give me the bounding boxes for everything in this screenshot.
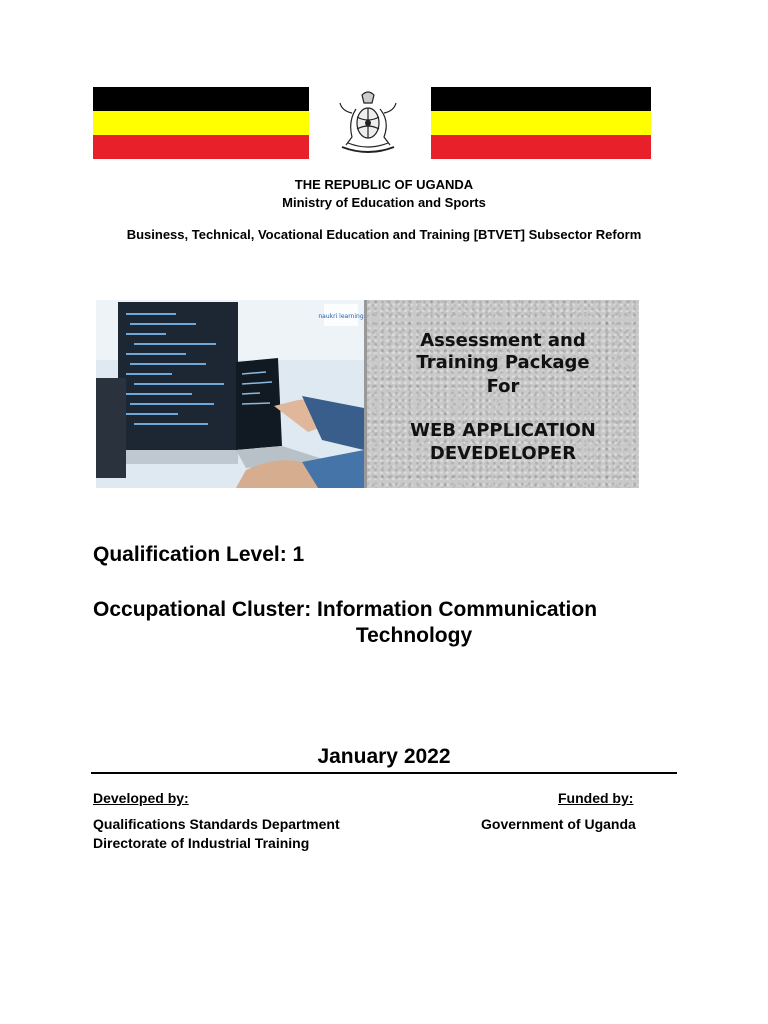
cover-banner — [96, 300, 639, 488]
reform-heading: Business, Technical, Vocational Education and Training [BTVET] Subsector Reform — [126, 227, 642, 242]
banner-title-panel — [364, 300, 639, 488]
developer-directorate: Directorate of Industrial Training — [93, 835, 310, 851]
occupational-cluster-continued: Technology — [355, 624, 473, 647]
flag-band-yellow — [431, 111, 651, 135]
republic-heading: THE REPUBLIC OF UGANDA — [294, 177, 474, 192]
banner-title-line1: Assessment and — [420, 330, 586, 351]
banner-title-line3: For — [486, 376, 520, 397]
flag-band-red — [93, 135, 309, 159]
uganda-flag-right — [431, 87, 651, 159]
publication-date: January 2022 — [317, 745, 451, 768]
horizontal-rule — [91, 772, 677, 774]
occupational-cluster: Occupational Cluster: Information Communication — [93, 598, 598, 621]
flag-band-black — [93, 87, 309, 111]
developer-photo — [96, 300, 364, 488]
naukri-logo: naukri learning — [318, 313, 364, 320]
coat-of-arms-icon — [328, 87, 408, 159]
flag-band-black — [431, 87, 651, 111]
developed-by-label: Developed by: — [93, 790, 189, 806]
flag-band-yellow — [93, 111, 309, 135]
qualification-level: Qualification Level: 1 — [93, 543, 305, 566]
ministry-heading: Ministry of Education and Sports — [282, 195, 486, 210]
flag-band-red — [431, 135, 651, 159]
uganda-flag-left — [93, 87, 309, 159]
banner-title-line5: DEVEDELOPER — [429, 443, 577, 464]
banner-title-line4: WEB APPLICATION — [410, 420, 596, 441]
funded-by-label: Funded by: — [558, 790, 634, 806]
banner-title-line2: Training Package — [416, 352, 590, 373]
funder-name: Government of Uganda — [481, 816, 636, 832]
developer-department: Qualifications Standards Department — [93, 816, 340, 832]
